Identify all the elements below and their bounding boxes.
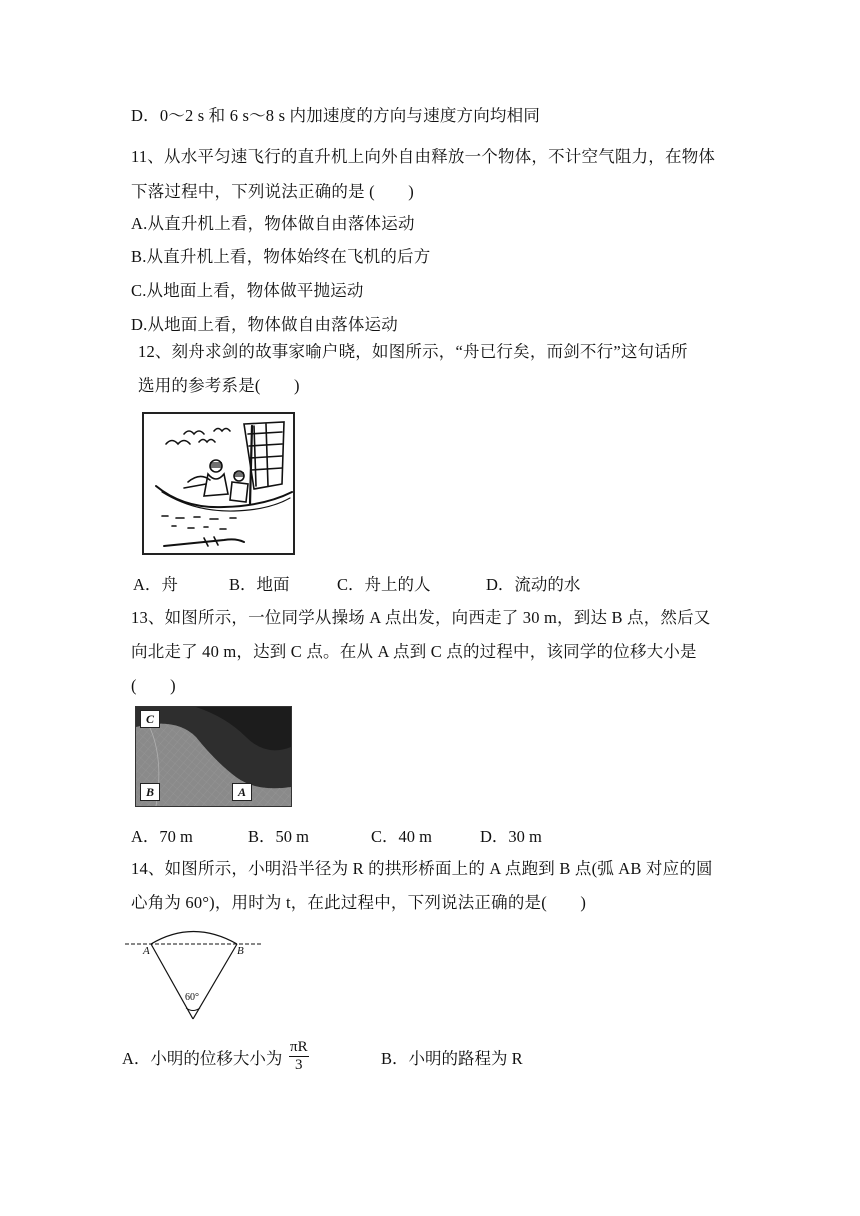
arch-point-a-label: A	[143, 945, 150, 957]
q11-option-d: D.从地面上看，物体做自由落体运动	[131, 315, 398, 334]
point-a-label: A	[232, 783, 252, 801]
arch-bridge-diagram	[123, 925, 263, 1025]
q13-stem-line3: ( )	[131, 676, 176, 695]
arch-angle-label: 60°	[185, 992, 199, 1003]
q12-option-a: A．舟	[133, 575, 178, 594]
q12-option-d: D．流动的水	[486, 575, 581, 594]
q12-stem-line1: 12、刻舟求剑的故事家喻户晓，如图所示，“舟已行矣，而剑不行”这句话所	[138, 342, 688, 361]
fraction-numerator: πR	[290, 1039, 308, 1055]
q13-stem-line2: 向北走了 40 m，达到 C 点。在从 A 点到 C 点的过程中，该同学的位移大小是	[131, 642, 697, 661]
q12-option-b: B．地面	[229, 575, 290, 594]
q13-option-b: B．50 m	[248, 827, 309, 846]
q14-option-a	[122, 1048, 282, 1070]
q13-option-a: A．70 m	[131, 827, 193, 846]
arch-point-b-label: B	[237, 945, 244, 957]
q11-stem-line2: 下落过程中，下列说法正确的是 ( )	[131, 182, 414, 201]
q11-stem-line1: 11、从水平匀速飞行的直升机上向外自由释放一个物体，不计空气阻力，在物体	[131, 147, 716, 166]
q13-option-d: D．30 m	[480, 827, 542, 846]
q11-option-b: B.从直升机上看，物体始终在飞机的后方	[131, 247, 431, 266]
q10-option-d: D．0～2 s 和 6 s～8 s 内加速度的方向与速度方向均相同	[131, 106, 541, 125]
q14-option-b: B．小明的路程为 R	[381, 1049, 523, 1068]
q13-option-c: C．40 m	[371, 827, 432, 846]
boat-sword-illustration	[144, 414, 295, 555]
q12-option-c: C．舟上的人	[337, 575, 431, 594]
q14-stem-line1: 14、如图所示，小明沿半径为 R 的拱形桥面上的 A 点跑到 B 点(弧 AB 对应的圆	[131, 859, 713, 878]
pi-r-over-3-fraction	[289, 1039, 309, 1074]
point-c-label: C	[140, 710, 160, 728]
point-b-label: B	[140, 783, 160, 801]
arch-bridge-figure	[123, 925, 263, 1025]
q11-option-c: C.从地面上看，物体做平抛运动	[131, 281, 364, 300]
q14-option-a-text: A．小明的位移大小为	[122, 1049, 283, 1068]
playground-photo	[135, 706, 292, 807]
boat-sword-figure	[142, 412, 295, 555]
q11-option-a: A.从直升机上看，物体做自由落体运动	[131, 214, 415, 233]
q14-stem-line2: 心角为 60°)，用时为 t，在此过程中，下列说法正确的是( )	[131, 893, 587, 912]
fraction-denominator: 3	[295, 1057, 303, 1073]
q13-stem-line1: 13、如图所示，一位同学从操场 A 点出发，向西走了 30 m，到达 B 点，然后又	[131, 608, 711, 627]
q12-stem-line2: 选用的参考系是( )	[138, 376, 300, 395]
